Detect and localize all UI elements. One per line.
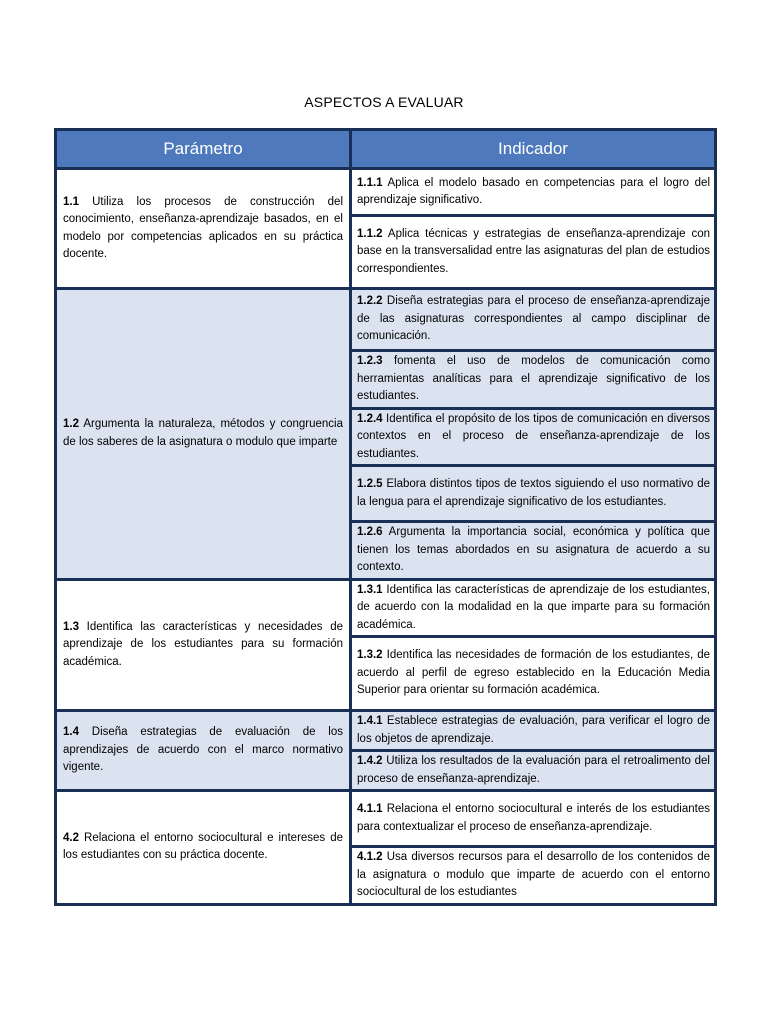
indicator-number: 1.2.2: [357, 295, 383, 308]
evaluation-table: [54, 128, 717, 906]
indicator-cell: [351, 579, 716, 637]
indicator-text: Argumenta la importancia social, económica y política que tienen los temas abordados en su asignatura de acuerdo a su contexto.: [357, 526, 710, 573]
indicator-cell: [351, 711, 716, 751]
indicator-text: Aplica el modelo basado en competencias para el logro del aprendizaje significativo.: [357, 176, 710, 206]
parameter-cell: [56, 791, 351, 905]
indicator-cell: [351, 169, 716, 216]
indicator-text: Relaciona el entorno sociocultural e interés de los estudiantes para contextualizar el proceso de enseñanza-aprendizaje.: [357, 803, 710, 833]
parameter-cell: [56, 289, 351, 580]
indicator-number: 1.3.1: [357, 583, 383, 596]
indicator-text: Aplica técnicas y estrategias de enseñanza-aprendizaje con base en la transversalidad entre las asignaturas del plan de estudios correspondientes.: [357, 227, 710, 275]
indicator-cell: [351, 289, 716, 351]
table-row: [56, 289, 716, 351]
parameter-text: Utiliza los procesos de construcción del conocimiento, enseñanza-aprendizaje basados, en el modelo por competencias aplicados en su práctica docente.: [63, 195, 343, 260]
table-row: [56, 791, 716, 847]
indicator-number: 1.1.1: [357, 176, 383, 189]
indicator-number: 1.2.5: [357, 478, 383, 490]
table-row: [56, 579, 716, 637]
table-row: [56, 169, 716, 216]
indicator-text: Identifica las necesidades de formación de los estudiantes, de acuerdo al perfil de egreso establecido en la Educación Media Superior para orientar su formación académica.: [357, 649, 710, 697]
parameter-text: Identifica las características y necesidades de aprendizaje de los estudiantes para su formación académica.: [63, 620, 343, 668]
parameter-number: 1.4: [63, 726, 79, 739]
indicator-number: 1.3.2: [357, 649, 383, 662]
indicator-cell: [351, 408, 716, 466]
parameter-number: 1.3: [63, 620, 79, 633]
parameter-text: Relaciona el entorno sociocultural e intereses de los estudiantes con su práctica docente.: [63, 831, 343, 862]
parameter-cell: [56, 169, 351, 289]
indicator-text: Identifica las características de aprendizaje de los estudiantes, de acuerdo con la modalidad en la que imparte para su formación académica.: [357, 583, 710, 631]
indicator-text: Establece estrategias de evaluación, para verificar el logro de los objetos de aprendizaje.: [357, 715, 710, 745]
indicator-text: Identifica el propósito de los tipos de comunicación en diversos contextos en el proceso de enseñanza-aprendizaje de los estudiantes.: [357, 412, 710, 460]
parameter-cell: [56, 711, 351, 791]
indicator-cell: [351, 466, 716, 522]
indicator-cell: [351, 847, 716, 905]
indicator-number: 1.1.2: [357, 227, 383, 240]
indicator-text: Elabora distintos tipos de textos siguiendo el uso normativo de la lengua para el aprendizaje significativo de los estudiantes.: [357, 478, 710, 508]
indicator-cell: [351, 216, 716, 289]
indicator-text: Utiliza los resultados de la evaluación para el retroalimento del proceso de enseñanza-aprendizaje.: [357, 755, 710, 785]
indicator-number: 4.1.1: [357, 803, 383, 815]
indicator-text: fomenta el uso de modelos de comunicación como herramientas analíticas para el aprendizaje significativo de los estudiantes.: [357, 355, 710, 402]
page-title: ASPECTOS A EVALUAR: [304, 94, 464, 110]
parameter-text: Diseña estrategias de evaluación de los aprendizajes de acuerdo con el marco normativo vigente.: [63, 726, 343, 774]
indicator-number: 4.1.2: [357, 851, 383, 863]
table-header-row: [56, 130, 716, 169]
parameter-number: 1.1: [63, 195, 79, 208]
indicator-text: Diseña estrategias para el proceso de enseñanza-aprendizaje de las asignaturas correspondientes al campo disciplinar de comunicación.: [357, 295, 710, 343]
indicator-cell: [351, 637, 716, 711]
indicator-cell: [351, 751, 716, 791]
parameter-number: 1.2: [63, 418, 79, 431]
parameter-cell: [56, 579, 351, 711]
parameter-number: 4.2: [63, 831, 79, 844]
indicator-cell: [351, 522, 716, 580]
indicator-number: 1.2.4: [357, 412, 383, 425]
indicator-number: 1.2.3: [357, 355, 383, 367]
header-indicador: Indicador: [351, 130, 716, 169]
indicator-number: 1.4.1: [357, 715, 383, 727]
header-parametro: Parámetro: [56, 130, 351, 169]
indicator-cell: [351, 351, 716, 409]
indicator-text: Usa diversos recursos para el desarrollo de los contenidos de la asignatura o modulo que imparte de acuerdo con el entorno sociocultural de los estudiantes: [357, 851, 710, 898]
parameter-text: Argumenta la naturaleza, métodos y congruencia de los saberes de la asignatura o modulo que imparte: [63, 418, 343, 448]
indicator-number: 1.4.2: [357, 755, 383, 767]
indicator-number: 1.2.6: [357, 526, 383, 538]
table-row: [56, 711, 716, 751]
indicator-cell: [351, 791, 716, 847]
